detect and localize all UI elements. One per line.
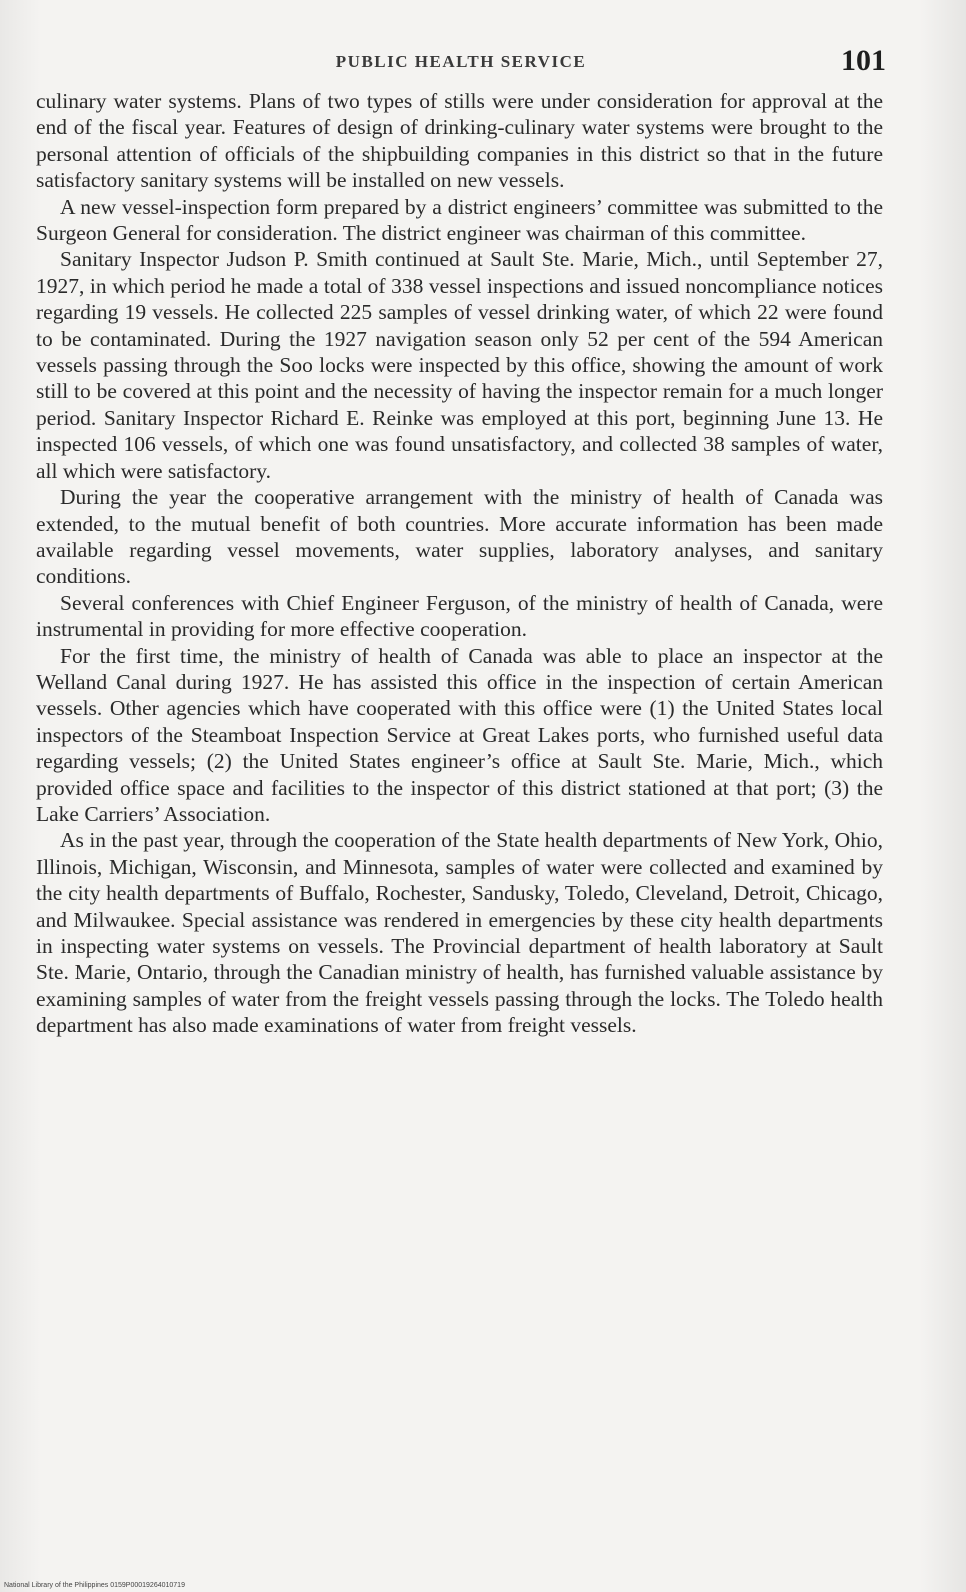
body-text [36, 88, 883, 1039]
paragraph-sault-ste-marie: Sanitary Inspector Judson P. Smith continued at Sault Ste. Marie, Mich., until September 27, 1927, in which period he made a total of 338 vessel inspections and issued noncompliance notices regarding 19 vessels. He collected 225 samples of vessel drinking water, of which 22 were found to be contaminated. During the 1927 navigation season only 52 per cent of the 594 American vessels passing through the Soo locks were inspected by this office, showing the amount of work still to be covered at this point and the necessity of having the inspector remain for a much longer period. Sanitary Inspector Richard E. Reinke was employed at this port, beginning June 13. He inspected 106 vessels, of which one was found unsatisfactory, and collected 38 samples of water, all which were satisfactory. [36, 247, 883, 483]
paragraph-canada-cooperation: During the year the cooperative arrangement with the ministry of health of Canada was extended, to the mutual benefit of both countries. More accurate information has been made available regarding vessel movements, water supplies, laboratory analyses, and sanitary conditions. [36, 485, 883, 589]
running-head: PUBLIC HEALTH SERVICE [335, 52, 587, 71]
paragraph-state-health-departments: As in the past year, through the cooperation of the State health departments of New York, Ohio, Illinois, Michigan, Wisconsin, and Minnesota, samples of water were collected and examined by the city health departments of Buffalo, Rochester, Sandusky, Toledo, Cleveland, Detroit, Chicago, and Milwaukee. Special assistance was rendered in emergencies by these city health departments in inspecting water systems on vessels. The Provincial department of health laboratory at Sault Ste. Marie, Ontario, through the Canadian ministry of health, has furnished valuable assistance by examining samples of water from the freight vessels passing through the locks. The Toledo health department has also made examinations of water from freight vessels. [36, 828, 883, 1038]
page-header [36, 44, 886, 84]
paragraph-continued: culinary water systems. Plans of two types of stills were under consideration for approval at the end of the fiscal year. Features of design of drinking-culinary water systems were brought to the personal attention of officials of the shipbuilding companies in this district so that in the future satisfactory sanitary systems will be installed on new vessels. [36, 89, 883, 193]
paragraph-inspection-form: A new vessel-inspection form prepared by a district engineers’ committee was submitted to the Surgeon General for consideration. The district engineer was chairman of this committee. [36, 194, 883, 246]
scan-credit: National Library of the Philippines 0159P00019264010719 [4, 1582, 185, 1589]
paragraph-welland-canal: For the first time, the ministry of health of Canada was able to place an inspector at the Welland Canal during 1927. He has assisted this office in the inspection of certain American vessels. Other agencies which have cooperated with this office were (1) the United States local inspectors of the Steamboat Inspection Service at Great Lakes ports, who furnished useful data regarding vessels; (2) the United States engineer’s office at Sault Ste. Marie, Mich., which provided office space and facilities to the inspector of this district stationed at that port; (3) the Lake Carriers’ Association. [36, 643, 883, 826]
paragraph-conferences: Several conferences with Chief Engineer Ferguson, of the ministry of health of Canada, were instrumental in providing for more effective cooperation. [36, 590, 883, 642]
page-number: 101 [841, 44, 886, 77]
